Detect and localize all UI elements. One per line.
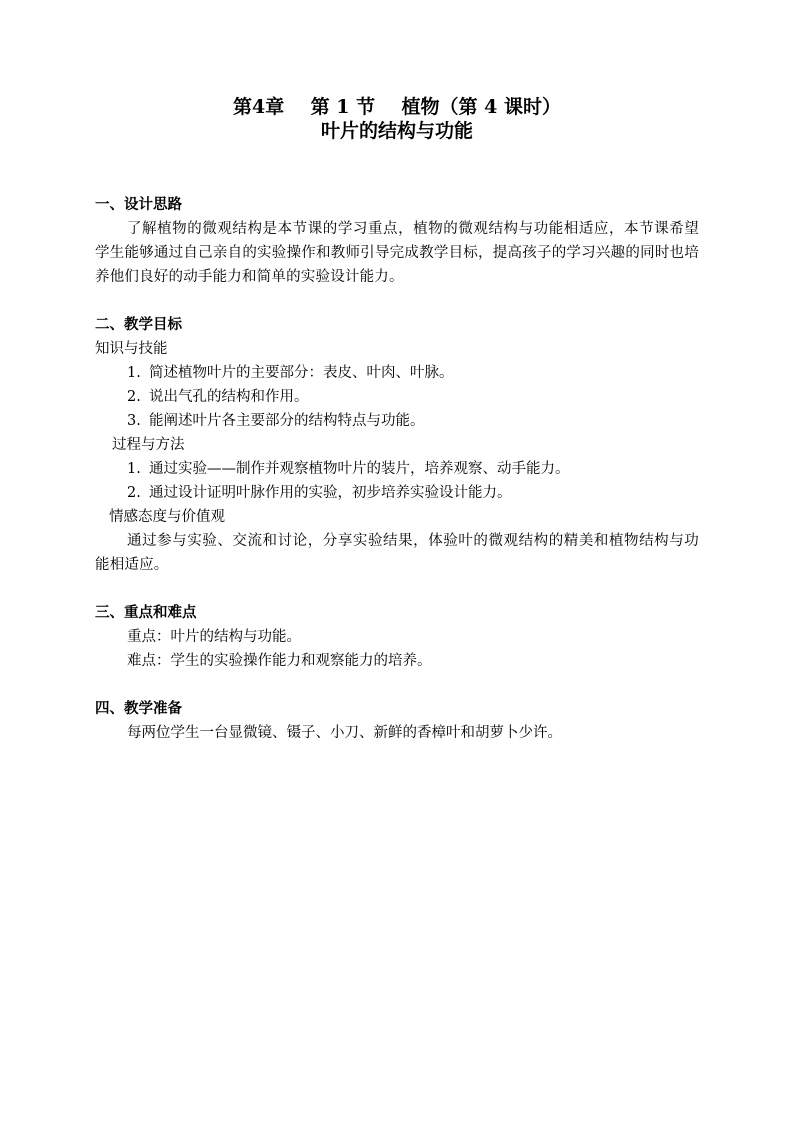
chapter-title: 第4章 第 1 节 植物（第 4 课时） [232,96,562,118]
spacer [95,289,699,313]
attitude-paragraph: 通过参与实验、交流和讨论，分享实验结果，体验叶的微观结构的精美和植物结构与功能相适应。 [95,533,699,573]
process-item-2: 2. 通过设计证明叶脉作用的实验，初步培养实验设计能力。 [127,485,512,501]
knowledge-item-2: 2. 说出气孔的结构和作用。 [127,389,309,405]
lesson-title: 叶片的结构与功能 [320,120,473,142]
document-body [95,193,699,745]
spacer [95,673,699,697]
knowledge-item-1: 1. 简述植物叶片的主要部分：表皮、叶肉、叶脉。 [127,365,454,381]
section-heading-goals: 二、教学目标 [95,316,182,333]
spacer [95,577,699,601]
design-paragraph: 了解植物的微观结构是本节课的学习重点，植物的微观结构与功能相适应，本节课希望学生能够通过自己亲自的实验操作和教师引导完成教学目标，提高孩子的学习兴趣的同时也培养他们良好的动手能力和简单的实验设计能力。 [95,221,699,285]
process-label: 过程与方法 [112,437,185,453]
process-item-1: 1. 通过实验——制作并观察植物叶片的装片，培养观察、动手能力。 [127,461,570,477]
difficult-point: 难点：学生的实验操作能力和观察能力的培养。 [127,653,432,669]
section-heading-design: 一、设计思路 [95,196,182,213]
knowledge-label: 知识与技能 [95,341,168,357]
knowledge-item-3: 3. 能阐述叶片各主要部分的结构特点与功能。 [127,413,425,429]
section-heading-prep: 四、教学准备 [95,700,182,717]
section-heading-keypoints: 三、重点和难点 [95,604,197,621]
key-point: 重点：叶片的结构与功能。 [127,629,301,645]
attitude-label: 情感态度与价值观 [109,509,225,525]
prep-text: 每两位学生一台显微镜、镊子、小刀、新鲜的香樟叶和胡萝卜少许。 [127,725,562,741]
